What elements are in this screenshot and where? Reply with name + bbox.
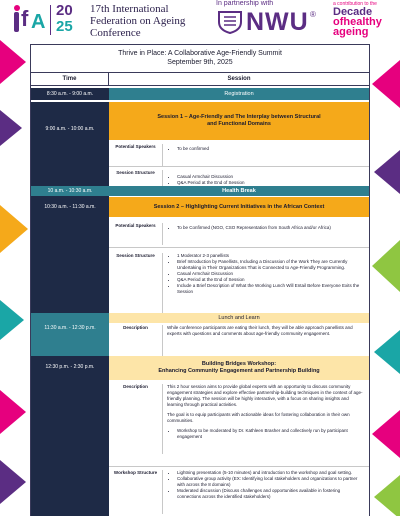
lunch-band: Lunch and Learn bbox=[109, 313, 369, 323]
registration-row bbox=[31, 88, 369, 100]
speakers-label: Potential Speakers bbox=[109, 144, 163, 166]
session1-title: Session 1 – Age-Friendly and The Interplay between Structural and Functional Domains bbox=[109, 102, 369, 140]
structure-label: Session Structure bbox=[109, 253, 163, 323]
document-title: Thrive in Place: A Collaborative Age-Friendly Summit September 9th, 2025 bbox=[118, 50, 282, 66]
lunch-description: While conference participants are eating their lunch, they will be able approach panellists and experts with questions and comments about age-friendly community engagement. bbox=[167, 325, 353, 336]
speakers-list: • To be Confirmed (NGO, CSO Representation from South Africa and/or Africa) bbox=[163, 225, 369, 231]
conference-title: 17th International Federation on Ageing Conference bbox=[90, 3, 186, 39]
time-cell: 12:30 p.m. - 2:30 p.m. bbox=[31, 356, 109, 516]
column-header-session: Session bbox=[109, 72, 369, 86]
column-header-time: Time bbox=[31, 72, 109, 86]
time-cell: 10:30 a.m. - 11:30 a.m. bbox=[31, 197, 109, 349]
speakers-label: Potential Speakers bbox=[109, 223, 163, 245]
session2-title: Session 2 – Highlighting Current Initiatives in the African Context bbox=[109, 197, 369, 217]
ifa-logo: f A bbox=[14, 4, 46, 34]
structure-list: • Lightning presentation (5-10 minutes) and introduction to the workshop and goal setting. • Collaborative group activity (EX: Identifying local stakeholders and organizations to partner with across the 8 domains) • Moderated discussion (Discuss challenges and opportunities available in fostering connections across the identified stakeholders) bbox=[163, 470, 369, 500]
registered-mark: ® bbox=[310, 10, 316, 19]
break-band: Health Break bbox=[109, 186, 369, 196]
decade-tagline: a contribution to the bbox=[333, 1, 377, 7]
structure-label: Session Structure bbox=[109, 170, 163, 192]
workshop-title: Building Bridges Workshop: Enhancing Community Engagement and Partnership Building bbox=[109, 356, 369, 380]
workshop-row bbox=[31, 356, 369, 516]
structure-list: • Casual Armchair Discussion • Q&A Period at the End of Session bbox=[163, 174, 369, 186]
partner-logo-text: NWU bbox=[246, 8, 309, 36]
description-label: Description bbox=[109, 384, 163, 454]
agenda-document bbox=[30, 44, 370, 516]
structure-label: Workshop Structure bbox=[109, 470, 163, 514]
time-cell: 8:30 a.m. - 9:00 a.m. bbox=[31, 88, 109, 100]
time-cell: 10 a.m. - 10:30 a.m. bbox=[31, 186, 109, 196]
structure-list: • 1 Moderator 2-3 panellists • Brief Introduction by Panellists, Including a Discussion of the Work They are Currently Undertaking in Their Organizations That is Connected to Age-Friendly Programming. • Casual Armchair Discussion • Q&A Period at the End of Session • Include a Brief Description of What the Working Lunch Will Entail Before Everyone Exits the Session bbox=[163, 253, 369, 295]
year-2025-logo: 20 25 bbox=[56, 2, 73, 35]
time-cell: 11:30 a.m. - 12:30 p.m. bbox=[31, 313, 109, 373]
time-cell: 9:00 a.m. - 10:00 a.m. bbox=[31, 102, 109, 228]
workshop-description: This 2 hour session aims to provide global experts with an opportunity to discuss community engagement strategies and explore effective partnership-building techniques in the context of age-friendly planning. The session will be highly interactive, with a focus on sharing insights and learning through practical activities. The goal is to equip participants with actionable ideas for fostering collaboration in their own communities. • Workshop to be moderated by Dr. Kathleen Brasher and collectively run by participant engagement bbox=[163, 384, 369, 440]
description-label: Description bbox=[109, 325, 163, 365]
speakers-list: • To be confirmed bbox=[163, 146, 369, 152]
nwu-crest-icon bbox=[216, 10, 244, 34]
partner-text: In partnership with bbox=[216, 0, 274, 7]
break-row bbox=[31, 186, 369, 196]
decade-logo: Decade ofhealthy ageing bbox=[333, 6, 382, 38]
logo-divider bbox=[50, 5, 51, 35]
page-header bbox=[0, 0, 400, 40]
registration-band: Registration bbox=[109, 88, 369, 100]
